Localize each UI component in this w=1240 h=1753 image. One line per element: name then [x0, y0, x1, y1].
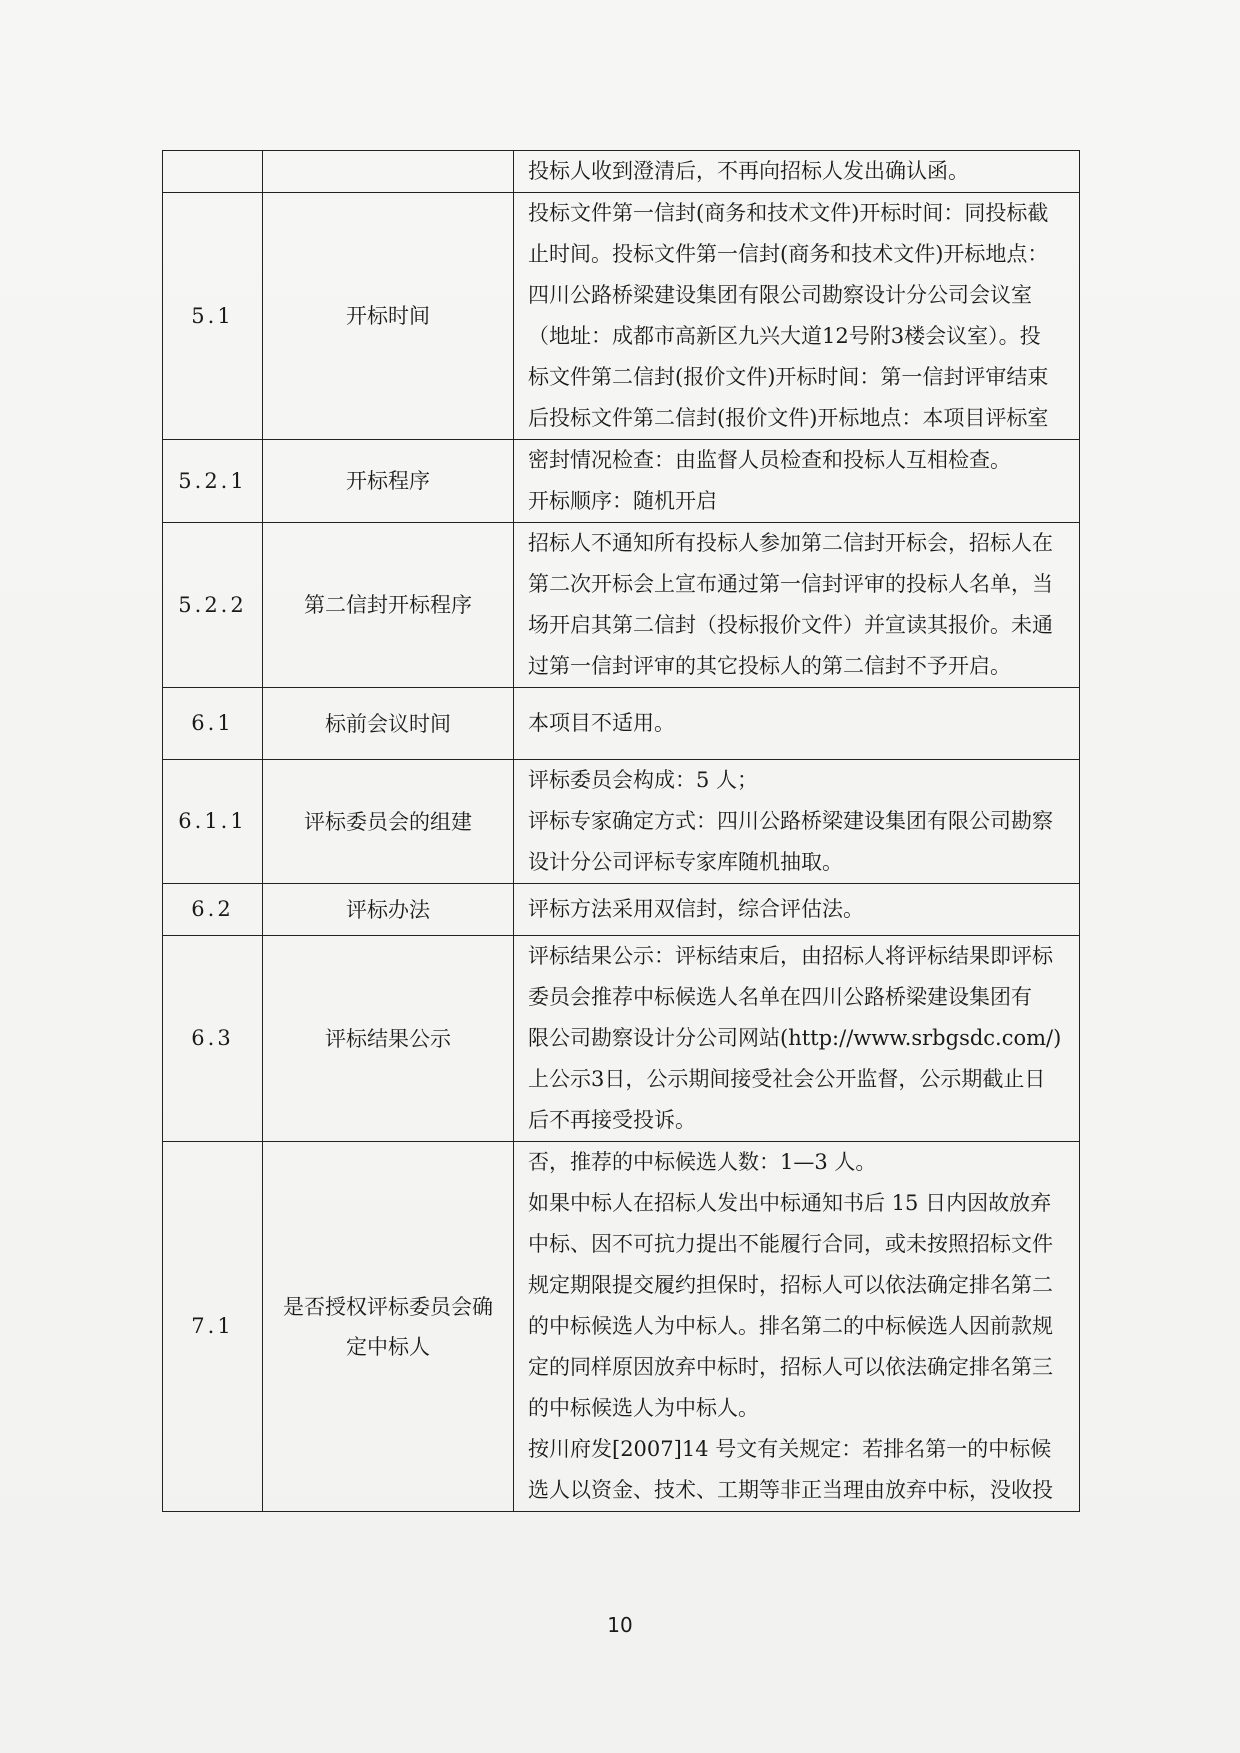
clause-content-line: 第二次开标会上宣布通过第一信封评审的投标人名单，当	[528, 572, 1053, 596]
clause-content-line: 四川公路桥梁建设集团有限公司勘察设计分公司会议室	[528, 283, 1032, 307]
clause-number-cell: 6.2	[163, 884, 263, 936]
clause-content-line: （地址：成都市高新区九兴大道12号附3楼会议室）。投	[528, 324, 1041, 348]
clause-item-line: 评标办法	[346, 897, 430, 922]
clause-content-line: 止时间。投标文件第一信封(商务和技术文件)开标地点：	[528, 242, 1049, 266]
clause-content-line: 否，推荐的中标候选人数：1—3 人。	[528, 1150, 877, 1174]
clause-item-line: 评标结果公示	[325, 1026, 451, 1051]
clause-content-line: 本项目不适用。	[528, 711, 675, 735]
clause-item-cell	[263, 884, 514, 936]
clause-item-cell	[263, 151, 514, 193]
clause-content-line: 的中标候选人为中标人。排名第二的中标候选人因前款规	[528, 1314, 1053, 1338]
clause-content-line: 开标顺序：随机开启	[528, 489, 717, 513]
table-row	[163, 760, 1080, 884]
clause-item-line: 第二信封开标程序	[304, 593, 472, 617]
clause-number-cell: 6.1	[163, 688, 263, 760]
clause-item-cell	[263, 193, 514, 440]
clause-item-line: 是否授权评标委员会确	[283, 1294, 493, 1319]
clause-content-line: 选人以资金、技术、工期等非正当理由放弃中标，没收投	[528, 1478, 1053, 1502]
clause-content-cell	[514, 523, 1080, 688]
clause-number-cell	[163, 151, 263, 193]
clause-number-cell: 5.2.2	[163, 523, 263, 688]
clause-content-cell	[514, 688, 1080, 760]
clause-item-cell	[263, 760, 514, 884]
clause-content-line: 规定期限提交履约担保时，招标人可以依法确定排名第二	[528, 1273, 1053, 1297]
clause-content-line: 投标人收到澄清后，不再向招标人发出确认函。	[528, 159, 969, 183]
clause-content-cell	[514, 760, 1080, 884]
clause-item-line: 定中标人	[346, 1334, 430, 1359]
clause-item-line: 开标程序	[346, 469, 430, 493]
clause-content-line: 设计分公司评标专家库随机抽取。	[528, 850, 843, 874]
clause-content-line: 评标方法采用双信封，综合评估法。	[528, 897, 864, 921]
clause-item-line: 标前会议时间	[325, 711, 451, 736]
clause-content-line: 的中标候选人为中标人。	[528, 1396, 759, 1420]
clause-content-line: 后不再接受投诉。	[528, 1108, 696, 1132]
clause-item-cell	[263, 936, 514, 1142]
clause-number-cell: 6.3	[163, 936, 263, 1142]
clause-item-line: 开标时间	[346, 304, 430, 328]
bid-data-table	[162, 150, 1080, 1512]
table-row	[163, 151, 1080, 193]
clause-content-line: 评标结果公示：评标结束后，由招标人将评标结果即评标	[528, 944, 1053, 968]
clause-content-line: 招标人不通知所有投标人参加第二信封开标会，招标人在	[528, 531, 1053, 555]
table-row	[163, 884, 1080, 936]
clause-item-cell	[263, 1142, 514, 1512]
clause-number-cell: 5.1	[163, 193, 263, 440]
clause-content-line: 过第一信封评审的其它投标人的第二信封不予开启。	[528, 654, 1011, 678]
table-row	[163, 936, 1080, 1142]
table-row	[163, 193, 1080, 440]
clause-content-line: 上公示3日，公示期间接受社会公开监督，公示期截止日	[528, 1067, 1046, 1091]
clause-content-line: 限公司勘察设计分公司网站(http://www.srbgsdc.com/)	[528, 1026, 1062, 1050]
table-row	[163, 440, 1080, 523]
clause-content-line: 按川府发[2007]14 号文有关规定：若排名第一的中标候	[528, 1437, 1052, 1461]
clause-content-line: 评标专家确定方式：四川公路桥梁建设集团有限公司勘察	[528, 809, 1053, 833]
clause-content-cell	[514, 884, 1080, 936]
clause-item-line: 评标委员会的组建	[304, 809, 472, 834]
page-number: 10	[607, 1613, 633, 1637]
clause-content-cell	[514, 151, 1080, 193]
table-row	[163, 1142, 1080, 1512]
table-row	[163, 523, 1080, 688]
clause-content-line: 标文件第二信封(报价文件)开标时间：第一信封评审结束	[528, 365, 1049, 389]
clause-content-cell	[514, 193, 1080, 440]
clause-content-cell	[514, 440, 1080, 523]
clause-content-line: 中标、因不可抗力提出不能履行合同，或未按照招标文件	[528, 1232, 1053, 1256]
clause-content-line: 定的同样原因放弃中标时，招标人可以依法确定排名第三	[528, 1355, 1053, 1379]
clause-number-cell: 5.2.1	[163, 440, 263, 523]
clause-content-cell	[514, 1142, 1080, 1512]
clause-item-cell	[263, 440, 514, 523]
clause-content-line: 投标文件第一信封(商务和技术文件)开标时间：同投标截	[528, 201, 1049, 225]
clause-item-cell	[263, 688, 514, 760]
clause-number-cell: 6.1.1	[163, 760, 263, 884]
clause-content-cell	[514, 936, 1080, 1142]
clause-content-line: 密封情况检查：由监督人员检查和投标人互相检查。	[528, 448, 1011, 472]
clause-content-line: 如果中标人在招标人发出中标通知书后 15 日内因故放弃	[528, 1191, 1052, 1215]
table-row	[163, 688, 1080, 760]
clause-number-cell: 7.1	[163, 1142, 263, 1512]
clause-content-line: 后投标文件第二信封(报价文件)开标地点：本项目评标室	[528, 406, 1049, 430]
table-body	[163, 151, 1080, 1512]
clause-item-cell	[263, 523, 514, 688]
clause-content-line: 场开启其第二信封（投标报价文件）并宣读其报价。未通	[528, 613, 1053, 637]
clause-content-line: 委员会推荐中标候选人名单在四川公路桥梁建设集团有	[528, 985, 1032, 1009]
clause-content-line: 评标委员会构成：5 人；	[528, 768, 759, 792]
